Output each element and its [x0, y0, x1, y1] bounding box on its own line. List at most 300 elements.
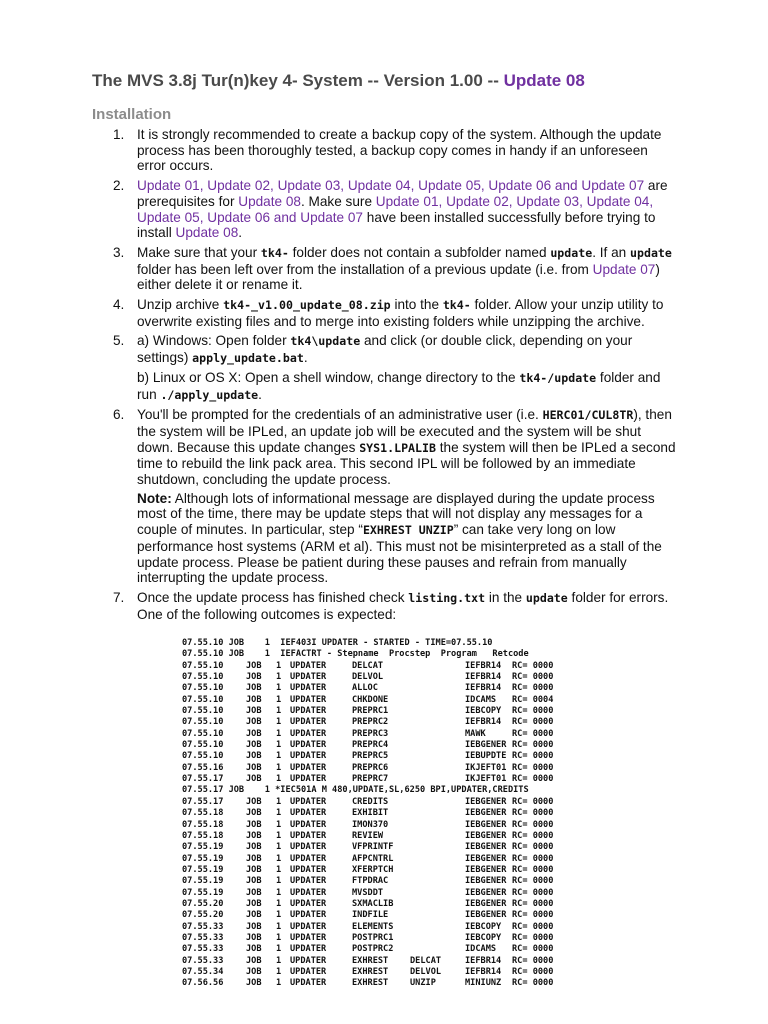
log-job-number: 1 [276, 740, 282, 751]
log-retcode: RC= 0000 [512, 944, 554, 955]
log-job-number: 1 [276, 921, 282, 932]
log-time: 07.55.18 [182, 808, 224, 819]
log-job-name: UPDATER [290, 955, 327, 966]
code-step: EXHREST UNZIP [362, 523, 454, 538]
code-file: listing.txt [408, 590, 486, 605]
log-job-number: 1 [276, 706, 282, 717]
log-time: 07.56.56 [182, 978, 224, 989]
step-text: folder and run [137, 369, 661, 402]
log-time: 07.55.10 [182, 660, 224, 671]
log-job-name: UPDATER [290, 660, 327, 671]
log-time: 07.55.19 [182, 876, 224, 887]
log-retcode: RC= 0000 [512, 683, 554, 694]
log-time: 07.55.10 [182, 740, 224, 751]
step-text: Unzip archive [137, 297, 224, 313]
log-row [182, 910, 592, 921]
code-folder: update [525, 590, 568, 605]
log-program: IEBGENER [465, 819, 507, 830]
log-program: IKJEFT01 [465, 774, 507, 785]
log-time: 07.55.33 [182, 921, 224, 932]
step-text: . Make sure [300, 193, 376, 209]
log-row [182, 717, 592, 728]
log-retcode: RC= 0000 [512, 762, 554, 773]
log-type: JOB [246, 864, 262, 875]
log-retcode: RC= 0000 [512, 853, 554, 864]
log-rows [182, 797, 592, 990]
log-type: JOB [246, 740, 262, 751]
step-text: and click (or double click, depending on your settings) [137, 333, 633, 366]
log-job-name: UPDATER [290, 819, 327, 830]
log-retcode: RC= 0000 [512, 910, 554, 921]
log-row [182, 661, 592, 672]
log-mount-message: 07.55.17 JOB 1 *IEC501A M 480,UPDATE,SL,6250 BPI,UPDATER,CREDITS [182, 785, 529, 796]
log-job-number: 1 [276, 808, 282, 819]
log-retcode: RC= 0000 [512, 706, 554, 717]
log-row [182, 978, 592, 989]
log-program: IEBGENER [465, 853, 507, 864]
log-type: JOB [246, 796, 262, 807]
log-row [182, 797, 592, 808]
log-program: IEBUPDTE [465, 751, 507, 762]
log-row [182, 899, 592, 910]
log-type: JOB [246, 706, 262, 717]
note-text: ” can take very long on low performance host systems (ARM et al). This must not be misinterpreted as a stall of the update process. Please be patient during these pauses and refrain from manually interrupting the update process. [137, 522, 662, 586]
log-retcode: RC= 0000 [512, 864, 554, 875]
log-stepname: MVSDDT [352, 887, 384, 898]
log-program: IDCAMS [465, 694, 497, 705]
log-job-name: UPDATER [290, 808, 327, 819]
log-type: JOB [246, 842, 262, 853]
log-program: IEFBR14 [465, 672, 502, 683]
log-stepname: IMON370 [352, 819, 389, 830]
step-text: Once the update process has finished check [137, 589, 409, 605]
step-text: Make sure that your [137, 244, 261, 260]
log-job-number: 1 [276, 694, 282, 705]
log-stepname: FTPDRAC [352, 876, 389, 887]
note-text: Although lots of informational message are displayed during the update process most of the time, there may be update steps that will not display any messages for a couple of minutes. In particular, step “ [137, 490, 655, 538]
step-text: . [238, 225, 243, 241]
log-row [182, 672, 592, 683]
log-job-name: UPDATER [290, 921, 327, 932]
log-job-number: 1 [276, 887, 282, 898]
log-stepname: DELCAT [352, 660, 384, 671]
log-retcode: RC= 0000 [512, 717, 554, 728]
log-time: 07.55.10 [182, 683, 224, 694]
log-type: JOB [246, 876, 262, 887]
log-job-name: UPDATER [290, 762, 327, 773]
log-retcode: RC= 0000 [512, 808, 554, 819]
code-script: ./apply_update [160, 387, 259, 402]
log-job-name: UPDATER [290, 728, 327, 739]
code-archive: tk4-_v1.00_update_08.zip [223, 298, 391, 313]
log-stepname: PREPRC3 [352, 728, 389, 739]
log-time: 07.55.33 [182, 955, 224, 966]
log-job-name: UPDATER [290, 774, 327, 785]
log-stepname: PREPRC2 [352, 717, 389, 728]
step-number: 5. [113, 333, 125, 349]
log-procstep: DELVOL [410, 966, 442, 977]
log-job-name: UPDATER [290, 932, 327, 943]
log-job-number: 1 [276, 932, 282, 943]
log-job-number: 1 [276, 762, 282, 773]
step-3 [92, 245, 678, 293]
log-time: 07.55.16 [182, 762, 224, 773]
update-07-link[interactable]: Update 07 [592, 261, 656, 277]
log-row [182, 695, 592, 706]
log-retcode: RC= 0000 [512, 887, 554, 898]
log-row [182, 888, 592, 899]
log-retcode: RC= 0000 [512, 955, 554, 966]
log-rows [182, 661, 592, 786]
log-column-header-line: 07.55.10 JOB 1 IEFACTRT - Stepname Procstep Program Retcode [182, 649, 529, 660]
log-program: IEBGENER [465, 796, 507, 807]
step-6-body [137, 407, 678, 488]
log-program: MINIUNZ [465, 978, 502, 989]
page-title [92, 71, 585, 91]
log-row [182, 967, 592, 978]
title-text: The MVS 3.8j Tur(n)key 4- System -- Version 1.00 -- [92, 71, 504, 90]
log-type: JOB [246, 717, 262, 728]
log-stepname: EXHIBIT [352, 808, 389, 819]
step-text: folder. Allow your unzip utility to overwrite existing files and to merge into existing folders while unzipping the archive. [137, 297, 664, 329]
step-text: folder does not contain a subfolder named [288, 244, 551, 260]
step-text: ), then the system will be IPLed, an update job will be executed and the system will be shut down. Because this update changes [137, 407, 672, 455]
log-type: JOB [246, 853, 262, 864]
log-row [182, 820, 592, 831]
log-stepname: SXMACLIB [352, 898, 394, 909]
code-credentials: HERC01/CUL8TR [542, 408, 634, 423]
log-time: 07.55.17 [182, 774, 224, 785]
step-text: folder has been left over from the installation of a previous update (i.e. from [137, 261, 593, 277]
log-stepname: EXHREST [352, 978, 389, 989]
code-folder: tk4- [442, 298, 471, 313]
log-time: 07.55.20 [182, 910, 224, 921]
log-time: 07.55.19 [182, 842, 224, 853]
log-type: JOB [246, 978, 262, 989]
step-text: are prerequisites for [137, 178, 668, 209]
log-procstep: DELCAT [410, 955, 442, 966]
step-2 [92, 178, 678, 241]
step-text: ) either delete it or rename it. [137, 261, 660, 293]
log-job-name: UPDATER [290, 830, 327, 841]
log-type: JOB [246, 694, 262, 705]
step-6-note [137, 491, 678, 586]
log-retcode: RC= 0000 [512, 751, 554, 762]
log-row [182, 706, 592, 717]
step-text: have been installed successfully before trying to install [137, 209, 656, 241]
log-row [182, 865, 592, 876]
log-job-name: UPDATER [290, 944, 327, 955]
log-row [182, 956, 592, 967]
log-row [182, 842, 592, 853]
log-stepname: PREPRC7 [352, 774, 389, 785]
log-program: IEFBR14 [465, 717, 502, 728]
code-folder: tk4\update [290, 334, 361, 349]
log-program: IEBGENER [465, 740, 507, 751]
code-folder: tk4- [260, 245, 289, 260]
log-stepname: AFPCNTRL [352, 853, 394, 864]
step-text: . [303, 350, 308, 366]
log-program: IEBCOPY [465, 921, 502, 932]
log-job-number: 1 [276, 717, 282, 728]
step-text: b) Linux or OS X: Open a shell window, change directory to the [137, 369, 520, 385]
log-time: 07.55.10 [182, 751, 224, 762]
code-script: apply_update.bat [192, 351, 304, 366]
log-program: IEBCOPY [465, 932, 502, 943]
log-type: JOB [246, 660, 262, 671]
code-dataset: SYS1.LPALIB [359, 440, 436, 455]
log-program: IEBGENER [465, 864, 507, 875]
step-number: 6. [113, 407, 125, 423]
log-time: 07.55.10 [182, 717, 224, 728]
log-header-line: 07.55.10 JOB 1 IEF403I UPDATER - STARTED - TIME=07.55.10 [182, 638, 493, 648]
log-job-number: 1 [276, 853, 282, 864]
log-type: JOB [246, 887, 262, 898]
step-7 [92, 590, 678, 622]
log-type: JOB [246, 808, 262, 819]
log-job-name: UPDATER [290, 694, 327, 705]
step-number: 2. [113, 178, 125, 194]
log-time: 07.55.19 [182, 853, 224, 864]
log-job-name: UPDATER [290, 978, 327, 989]
log-time: 07.55.10 [182, 728, 224, 739]
log-job-name: UPDATER [290, 717, 327, 728]
log-job-number: 1 [276, 751, 282, 762]
log-row [182, 740, 592, 751]
log-job-number: 1 [276, 966, 282, 977]
log-job-number: 1 [276, 944, 282, 955]
log-job-name: UPDATER [290, 740, 327, 751]
step-text: into the [390, 297, 443, 313]
log-program: IEBCOPY [465, 706, 502, 717]
log-stepname: POSTPRC1 [352, 932, 394, 943]
log-retcode: RC= 0000 [512, 728, 554, 739]
log-job-number: 1 [276, 898, 282, 909]
step-text: a) Windows: Open folder [137, 333, 291, 349]
step-number: 3. [113, 244, 125, 260]
log-stepname: PREPRC1 [352, 706, 389, 717]
log-job-number: 1 [276, 774, 282, 785]
log-time: 07.55.10 [182, 706, 224, 717]
update-08-link[interactable]: Update 08 [238, 193, 301, 209]
log-stepname: PREPRC6 [352, 762, 389, 773]
code-folder: tk4-/update [519, 370, 597, 385]
log-program: IEBGENER [465, 887, 507, 898]
log-type: JOB [246, 774, 262, 785]
log-type: JOB [246, 944, 262, 955]
step-number: 4. [113, 297, 125, 313]
log-job-number: 1 [276, 660, 282, 671]
code-folder: update [630, 245, 672, 260]
log-program: MAWK [465, 728, 486, 739]
log-stepname: EXHREST [352, 966, 389, 977]
log-row [182, 763, 592, 774]
step-6 [92, 407, 678, 586]
log-type: JOB [246, 830, 262, 841]
log-stepname: POSTPRC2 [352, 944, 394, 955]
update-08-link[interactable]: Update 08 [175, 225, 239, 241]
log-program: IEFBR14 [465, 966, 502, 977]
log-time: 07.55.17 [182, 796, 224, 807]
log-time: 07.55.19 [182, 864, 224, 875]
step-5 [92, 333, 678, 403]
log-row [182, 876, 592, 887]
log-job-number: 1 [276, 955, 282, 966]
log-retcode: RC= 0004 [512, 694, 554, 705]
log-stepname: XFERPTCH [352, 864, 394, 875]
log-type: JOB [246, 898, 262, 909]
log-row [182, 854, 592, 865]
title-update-link[interactable]: Update 08 [503, 71, 585, 90]
step-5-windows [137, 333, 678, 366]
log-type: JOB [246, 683, 262, 694]
log-stepname: REVIEW [352, 830, 384, 841]
log-type: JOB [246, 910, 262, 921]
log-stepname: EXHREST [352, 955, 389, 966]
log-program: IDCAMS [465, 944, 497, 955]
log-time: 07.55.18 [182, 830, 224, 841]
log-job-name: UPDATER [290, 887, 327, 898]
log-retcode: RC= 0000 [512, 830, 554, 841]
log-row [182, 774, 592, 785]
log-row [182, 831, 592, 842]
log-program: IEBGENER [465, 876, 507, 887]
log-stepname: CHKDONE [352, 694, 389, 705]
log-retcode: RC= 0000 [512, 774, 554, 785]
log-program: IEFBR14 [465, 955, 502, 966]
log-job-number: 1 [276, 819, 282, 830]
log-time: 07.55.19 [182, 887, 224, 898]
log-stepname: CREDITS [352, 796, 389, 807]
step-4 [92, 297, 678, 329]
log-stepname: DELVOL [352, 672, 384, 683]
log-type: JOB [246, 819, 262, 830]
log-program: IEBGENER [465, 910, 507, 921]
log-program: IEBGENER [465, 830, 507, 841]
log-program: IEFBR14 [465, 660, 502, 671]
log-job-number: 1 [276, 830, 282, 841]
log-job-number: 1 [276, 672, 282, 683]
log-time: 07.55.10 [182, 694, 224, 705]
log-job-name: UPDATER [290, 898, 327, 909]
step-text: It is strongly recommended to create a backup copy of the system. Although the update process has been thoroughly tested, a backup copy comes in handy if an unforeseen error occurs. [137, 127, 662, 174]
log-row [182, 922, 592, 933]
log-retcode: RC= 0000 [512, 740, 554, 751]
installation-steps [92, 127, 678, 626]
log-job-name: UPDATER [290, 966, 327, 977]
log-retcode: RC= 0000 [512, 842, 554, 853]
log-job-name: UPDATER [290, 751, 327, 762]
log-time: 07.55.20 [182, 898, 224, 909]
log-program: IKJEFT01 [465, 762, 507, 773]
log-retcode: RC= 0000 [512, 898, 554, 909]
log-job-name: UPDATER [290, 864, 327, 875]
log-retcode: RC= 0000 [512, 966, 554, 977]
log-job-name: UPDATER [290, 706, 327, 717]
step-number: 7. [113, 589, 125, 605]
log-retcode: RC= 0000 [512, 932, 554, 943]
log-program: IEFBR14 [465, 683, 502, 694]
step-number: 1. [113, 127, 125, 142]
code-folder: update [550, 245, 593, 260]
log-type: JOB [246, 672, 262, 683]
step-1 [92, 127, 678, 174]
job-log-listing [182, 638, 592, 990]
log-type: JOB [246, 921, 262, 932]
log-job-name: UPDATER [290, 672, 327, 683]
step-text: . If an [592, 244, 630, 260]
installed-updates-link[interactable]: Update 01, Update 02, Update 03, Update 04, Update 05, Update 06 and Update 07 [137, 193, 654, 225]
step-text: the system will then be IPLed a second time to rebuild the link pack area. This second IPL will be followed by an immediate shutdown, concluding the update process. [137, 439, 676, 488]
log-job-number: 1 [276, 683, 282, 694]
log-row [182, 933, 592, 944]
log-retcode: RC= 0000 [512, 819, 554, 830]
log-retcode: RC= 0000 [512, 796, 554, 807]
note-label: Note: [137, 490, 172, 506]
log-job-number: 1 [276, 864, 282, 875]
log-time: 07.55.34 [182, 966, 224, 977]
log-program: IEBGENER [465, 898, 507, 909]
log-type: JOB [246, 762, 262, 773]
prereq-updates-link[interactable]: Update 01, Update 02, Update 03, Update 04, Update 05, Update 06 and Update 07 [137, 178, 645, 194]
log-row [182, 729, 592, 740]
log-job-name: UPDATER [290, 842, 327, 853]
log-type: JOB [246, 751, 262, 762]
log-type: JOB [246, 932, 262, 943]
log-program: IEBGENER [465, 842, 507, 853]
section-heading-installation: Installation [92, 106, 172, 123]
step-text: in the [485, 589, 526, 605]
log-retcode: RC= 0000 [512, 660, 554, 671]
log-procstep: UNZIP [410, 978, 436, 989]
log-stepname: PREPRC4 [352, 740, 389, 751]
log-stepname: PREPRC5 [352, 751, 389, 762]
log-type: JOB [246, 955, 262, 966]
log-retcode: RC= 0000 [512, 978, 554, 989]
log-stepname: VFPRINTF [352, 842, 394, 853]
log-job-number: 1 [276, 796, 282, 807]
log-job-name: UPDATER [290, 796, 327, 807]
log-program: IEBGENER [465, 808, 507, 819]
log-job-name: UPDATER [290, 910, 327, 921]
log-row [182, 808, 592, 819]
step-text: You'll be prompted for the credentials of an administrative user (i.e. [137, 407, 543, 423]
log-job-number: 1 [276, 876, 282, 887]
log-time: 07.55.18 [182, 819, 224, 830]
log-row [182, 683, 592, 694]
log-retcode: RC= 0000 [512, 672, 554, 683]
log-job-number: 1 [276, 910, 282, 921]
log-type: JOB [246, 966, 262, 977]
step-text: . [258, 386, 262, 402]
log-stepname: ALLOC [352, 683, 378, 694]
log-stepname: INDFILE [352, 910, 389, 921]
step-5-linux [137, 370, 678, 403]
log-job-number: 1 [276, 842, 282, 853]
log-job-name: UPDATER [290, 853, 327, 864]
log-time: 07.55.10 [182, 672, 224, 683]
log-job-name: UPDATER [290, 683, 327, 694]
log-stepname: ELEMENTS [352, 921, 394, 932]
log-row [182, 751, 592, 762]
log-time: 07.55.33 [182, 944, 224, 955]
log-retcode: RC= 0000 [512, 876, 554, 887]
log-row [182, 944, 592, 955]
log-retcode: RC= 0000 [512, 921, 554, 932]
log-job-number: 1 [276, 728, 282, 739]
log-job-name: UPDATER [290, 876, 327, 887]
step-text: folder for errors. One of the following outcomes is expected: [137, 589, 669, 622]
